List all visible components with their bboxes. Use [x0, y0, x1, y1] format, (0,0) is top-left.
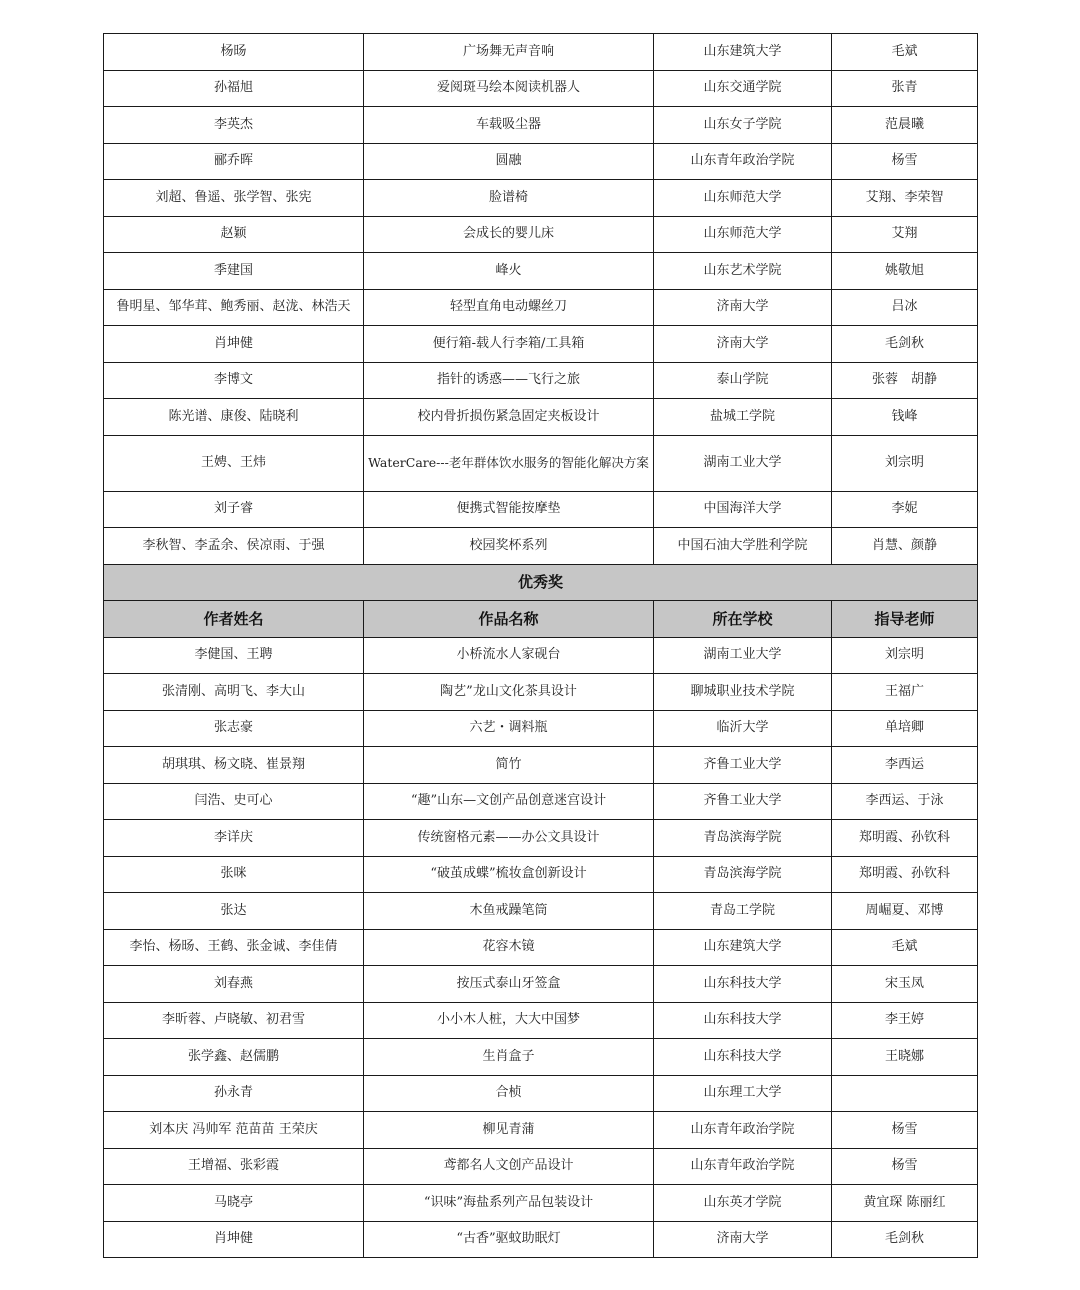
- cell-advisor: 杨雪: [832, 1148, 978, 1185]
- table-row: [104, 710, 978, 747]
- table-row: [104, 107, 978, 144]
- cell-authors: 张咪: [104, 856, 364, 893]
- cell-school: 山东青年政治学院: [654, 1112, 832, 1149]
- cell-school: 聊城职业技术学院: [654, 674, 832, 711]
- cell-advisor: 宋玉凤: [832, 966, 978, 1003]
- cell-work: “破茧成蝶”梳妆盒创新设计: [364, 856, 654, 893]
- cell-school: 湖南工业大学: [654, 637, 832, 674]
- cell-advisor: 毛剑秋: [832, 1221, 978, 1258]
- cell-advisor: 刘宗明: [832, 435, 978, 491]
- cell-work: “趣”山东—文创产品创意迷宫设计: [364, 783, 654, 820]
- cell-school: 青岛滨海学院: [654, 856, 832, 893]
- cell-advisor: 李王婷: [832, 1002, 978, 1039]
- section-title: 优秀奖: [104, 564, 978, 601]
- cell-work: 圆融: [364, 143, 654, 180]
- cell-work: 小小木人桩，大大中国梦: [364, 1002, 654, 1039]
- cell-authors: 李怡、杨旸、王鹤、张金诚、李佳倩: [104, 929, 364, 966]
- cell-advisor: 范晨曦: [832, 107, 978, 144]
- cell-work: 车载吸尘器: [364, 107, 654, 144]
- cell-school: 盐城工学院: [654, 399, 832, 436]
- cell-advisor: 艾翔: [832, 216, 978, 253]
- cell-advisor: 郑明霞、孙钦科: [832, 856, 978, 893]
- cell-work: 简竹: [364, 747, 654, 784]
- cell-work: 木鱼戒躁笔筒: [364, 893, 654, 930]
- cell-work: 轻型直角电动螺丝刀: [364, 289, 654, 326]
- header-school: 所在学校: [654, 601, 832, 638]
- cell-school: 齐鲁工业大学: [654, 747, 832, 784]
- cell-advisor: 姚敬旭: [832, 253, 978, 290]
- cell-advisor: [832, 1075, 978, 1112]
- table-row: [104, 70, 978, 107]
- cell-work: 便携式智能按摩垫: [364, 491, 654, 528]
- cell-school: 山东师范大学: [654, 216, 832, 253]
- table-row: [104, 1039, 978, 1076]
- cell-advisor: 刘宗明: [832, 637, 978, 674]
- cell-school: 山东交通学院: [654, 70, 832, 107]
- cell-advisor: 钱峰: [832, 399, 978, 436]
- table-row: [104, 637, 978, 674]
- cell-authors: 刘子睿: [104, 491, 364, 528]
- cell-work: “古香”驱蚊助眠灯: [364, 1221, 654, 1258]
- table-row: [104, 820, 978, 857]
- cell-work: 花容木镜: [364, 929, 654, 966]
- header-authors: 作者姓名: [104, 601, 364, 638]
- cell-advisor: 李西运、于泳: [832, 783, 978, 820]
- cell-advisor: 周崛夏、邓博: [832, 893, 978, 930]
- table-row: [104, 143, 978, 180]
- cell-school: 山东科技大学: [654, 966, 832, 1003]
- cell-work: 柳见青蒲: [364, 1112, 654, 1149]
- cell-work: 校内骨折损伤紧急固定夹板设计: [364, 399, 654, 436]
- table-row: [104, 1002, 978, 1039]
- table-row: [104, 180, 978, 217]
- table-row: [104, 34, 978, 71]
- table-row: [104, 929, 978, 966]
- cell-authors: 张清刚、高明飞、李大山: [104, 674, 364, 711]
- cell-work: 爱阅斑马绘本阅读机器人: [364, 70, 654, 107]
- table-row: [104, 747, 978, 784]
- cell-work: 按压式泰山牙签盒: [364, 966, 654, 1003]
- cell-advisor: 黄宜琛 陈丽红: [832, 1185, 978, 1222]
- cell-authors: 陈光谱、康俊、陆晓利: [104, 399, 364, 436]
- cell-work: 小桥流水人家砚台: [364, 637, 654, 674]
- cell-school: 济南大学: [654, 1221, 832, 1258]
- cell-work: 脸谱椅: [364, 180, 654, 217]
- cell-authors: 肖坤健: [104, 326, 364, 363]
- table-row: [104, 674, 978, 711]
- cell-authors: 鲁明星、邹华茸、鲍秀丽、赵泷、林浩天: [104, 289, 364, 326]
- table-row: [104, 491, 978, 528]
- cell-authors: 季建国: [104, 253, 364, 290]
- cell-authors: 李秋智、李孟余、侯凉雨、于强: [104, 528, 364, 565]
- cell-school: 山东理工大学: [654, 1075, 832, 1112]
- cell-authors: 张达: [104, 893, 364, 930]
- cell-advisor: 吕冰: [832, 289, 978, 326]
- cell-advisor: 李西运: [832, 747, 978, 784]
- cell-school: 山东女子学院: [654, 107, 832, 144]
- cell-authors: 李昕蓉、卢晓敏、初君雪: [104, 1002, 364, 1039]
- cell-authors: 李详庆: [104, 820, 364, 857]
- cell-authors: 张学鑫、赵儒鹏: [104, 1039, 364, 1076]
- cell-school: 山东英才学院: [654, 1185, 832, 1222]
- cell-advisor: 艾翔、李荣智: [832, 180, 978, 217]
- table-row: [104, 1185, 978, 1222]
- cell-school: 临沂大学: [654, 710, 832, 747]
- cell-authors: 张志豪: [104, 710, 364, 747]
- cell-authors: 郦乔晖: [104, 143, 364, 180]
- cell-work: 陶艺”龙山文化茶具设计: [364, 674, 654, 711]
- table-row: [104, 435, 978, 491]
- cell-advisor: 郑明霞、孙钦科: [832, 820, 978, 857]
- cell-work: 生肖盒子: [364, 1039, 654, 1076]
- cell-school: 山东建筑大学: [654, 34, 832, 71]
- cell-school: 济南大学: [654, 326, 832, 363]
- cell-school: 山东艺术学院: [654, 253, 832, 290]
- cell-advisor: 李妮: [832, 491, 978, 528]
- header-advisor: 指导老师: [832, 601, 978, 638]
- cell-advisor: 单培卿: [832, 710, 978, 747]
- cell-advisor: 杨雪: [832, 143, 978, 180]
- cell-work: 鸢都名人文创产品设计: [364, 1148, 654, 1185]
- cell-work: 指针的诱惑——飞行之旅: [364, 362, 654, 399]
- table-row: [104, 399, 978, 436]
- cell-advisor: 毛斌: [832, 34, 978, 71]
- cell-work: 便行箱-载人行李箱/工具箱: [364, 326, 654, 363]
- table-row: [104, 893, 978, 930]
- cell-advisor: 毛剑秋: [832, 326, 978, 363]
- table-row: [104, 1112, 978, 1149]
- cell-advisor: 肖慧、颜静: [832, 528, 978, 565]
- cell-authors: 杨旸: [104, 34, 364, 71]
- cell-authors: 胡琪琪、杨文晓、崔景翔: [104, 747, 364, 784]
- table-row: [104, 1148, 978, 1185]
- section-title-row: [104, 564, 978, 601]
- cell-authors: 李英杰: [104, 107, 364, 144]
- cell-school: 山东建筑大学: [654, 929, 832, 966]
- cell-school: 齐鲁工业大学: [654, 783, 832, 820]
- table-row: [104, 326, 978, 363]
- cell-work: 广场舞无声音响: [364, 34, 654, 71]
- cell-work: 合桢: [364, 1075, 654, 1112]
- cell-advisor: 张青: [832, 70, 978, 107]
- cell-school: 山东科技大学: [654, 1039, 832, 1076]
- cell-advisor: 王晓娜: [832, 1039, 978, 1076]
- cell-school: 泰山学院: [654, 362, 832, 399]
- cell-work: 会成长的婴儿床: [364, 216, 654, 253]
- header-work: 作品名称: [364, 601, 654, 638]
- table-row: [104, 253, 978, 290]
- table-row: [104, 1075, 978, 1112]
- cell-school: 湖南工业大学: [654, 435, 832, 491]
- cell-authors: 闫浩、史可心: [104, 783, 364, 820]
- table-row: [104, 216, 978, 253]
- cell-authors: 刘春燕: [104, 966, 364, 1003]
- cell-authors: 孙永青: [104, 1075, 364, 1112]
- header-row: [104, 601, 978, 638]
- cell-authors: 李健国、王聘: [104, 637, 364, 674]
- excellence-rows-body: [104, 637, 978, 1258]
- top-rows-body: [104, 34, 978, 565]
- cell-school: 中国石油大学胜利学院: [654, 528, 832, 565]
- cell-authors: 赵颖: [104, 216, 364, 253]
- cell-work: 六艺・调料瓶: [364, 710, 654, 747]
- cell-work: “识味”海盐系列产品包装设计: [364, 1185, 654, 1222]
- table-row: [104, 783, 978, 820]
- table-row: [104, 362, 978, 399]
- cell-authors: 王娉、王炜: [104, 435, 364, 491]
- cell-school: 山东青年政治学院: [654, 143, 832, 180]
- table-row: [104, 966, 978, 1003]
- cell-authors: 孙福旭: [104, 70, 364, 107]
- cell-school: 山东科技大学: [654, 1002, 832, 1039]
- cell-work: 传统窗格元素——办公文具设计: [364, 820, 654, 857]
- section-body: [104, 564, 978, 637]
- cell-school: 青岛工学院: [654, 893, 832, 930]
- cell-authors: 马晓亭: [104, 1185, 364, 1222]
- table-row: [104, 1221, 978, 1258]
- cell-advisor: 王福广: [832, 674, 978, 711]
- cell-authors: 刘本庆 冯帅军 范苗苗 王荣庆: [104, 1112, 364, 1149]
- cell-advisor: 张蓉 胡静: [832, 362, 978, 399]
- cell-work: WaterCare---老年群体饮水服务的智能化解决方案: [364, 435, 654, 491]
- cell-advisor: 杨雪: [832, 1112, 978, 1149]
- awards-table: [103, 33, 978, 1258]
- cell-advisor: 毛斌: [832, 929, 978, 966]
- cell-school: 山东师范大学: [654, 180, 832, 217]
- table-row: [104, 856, 978, 893]
- cell-work: 校园奖杯系列: [364, 528, 654, 565]
- cell-authors: 刘超、鲁遥、张学智、张宪: [104, 180, 364, 217]
- table-row: [104, 528, 978, 565]
- table-row: [104, 289, 978, 326]
- cell-school: 中国海洋大学: [654, 491, 832, 528]
- cell-work: 峰火: [364, 253, 654, 290]
- cell-school: 济南大学: [654, 289, 832, 326]
- cell-authors: 李博文: [104, 362, 364, 399]
- cell-authors: 肖坤健: [104, 1221, 364, 1258]
- cell-school: 山东青年政治学院: [654, 1148, 832, 1185]
- cell-authors: 王增福、张彩霞: [104, 1148, 364, 1185]
- cell-school: 青岛滨海学院: [654, 820, 832, 857]
